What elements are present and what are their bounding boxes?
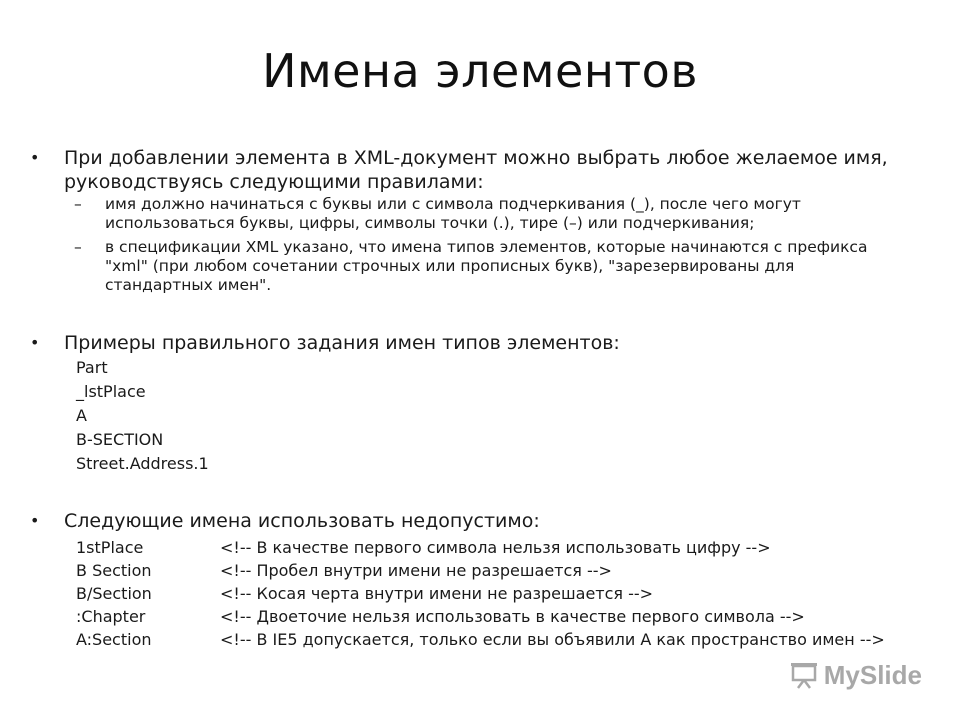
- valid-example: Street.Address.1: [76, 454, 209, 473]
- invalid-name: :Chapter: [76, 607, 146, 626]
- projector-screen-icon: [788, 660, 820, 690]
- valid-example: _lstPlace: [76, 382, 146, 401]
- rule-text: имя должно начинаться с буквы или с символа подчеркивания (_), после чего могут использоваться буквы, цифры, символы точки (.), тире (–) или подчеркивания;: [105, 195, 801, 232]
- bullet-text: Примеры правильного задания имен типов элементов:: [64, 332, 620, 354]
- invalid-name: 1stPlace: [76, 538, 144, 557]
- bullet-dot: •: [30, 511, 40, 530]
- invalid-comment: <!-- Пробел внутри имени не разрешается -->: [220, 561, 612, 580]
- dash-marker: –: [74, 195, 82, 213]
- invalid-name: B/Section: [76, 584, 152, 603]
- invalid-comment: <!-- Двоеточие нельзя использовать в качестве первого символа -->: [220, 607, 805, 626]
- bullet-text: При добавлении элемента в XML-документ можно выбрать любое желаемое имя, руководствуясь следующими правилами:: [64, 147, 888, 193]
- bullet-text: Следующие имена использовать недопустимо:: [64, 510, 540, 532]
- invalid-name: A:Section: [76, 630, 152, 649]
- valid-example: Part: [76, 358, 108, 377]
- bullet-dot: •: [30, 148, 40, 167]
- valid-example: B-SECTION: [76, 430, 164, 449]
- rule-text: в спецификации XML указано, что имена типов элементов, которые начинаются с префикса "xml" (при любом сочетании строчных или прописных букв), "зарезервированы для стандартных имен".: [105, 238, 868, 294]
- watermark: [788, 660, 922, 690]
- invalid-comment: <!-- В IE5 допускается, только если вы объявили A как пространство имен -->: [220, 630, 885, 649]
- invalid-name: B Section: [76, 561, 152, 580]
- valid-example: A: [76, 406, 87, 425]
- watermark-text: MySlide: [823, 659, 922, 690]
- bullet-dot: •: [30, 333, 40, 352]
- dash-marker: –: [74, 238, 82, 256]
- invalid-comment: <!-- В качестве первого символа нельзя использовать цифру -->: [220, 538, 771, 557]
- invalid-comment: <!-- Косая черта внутри имени не разрешается -->: [220, 584, 654, 603]
- slide-title: Имена элементов: [262, 44, 698, 98]
